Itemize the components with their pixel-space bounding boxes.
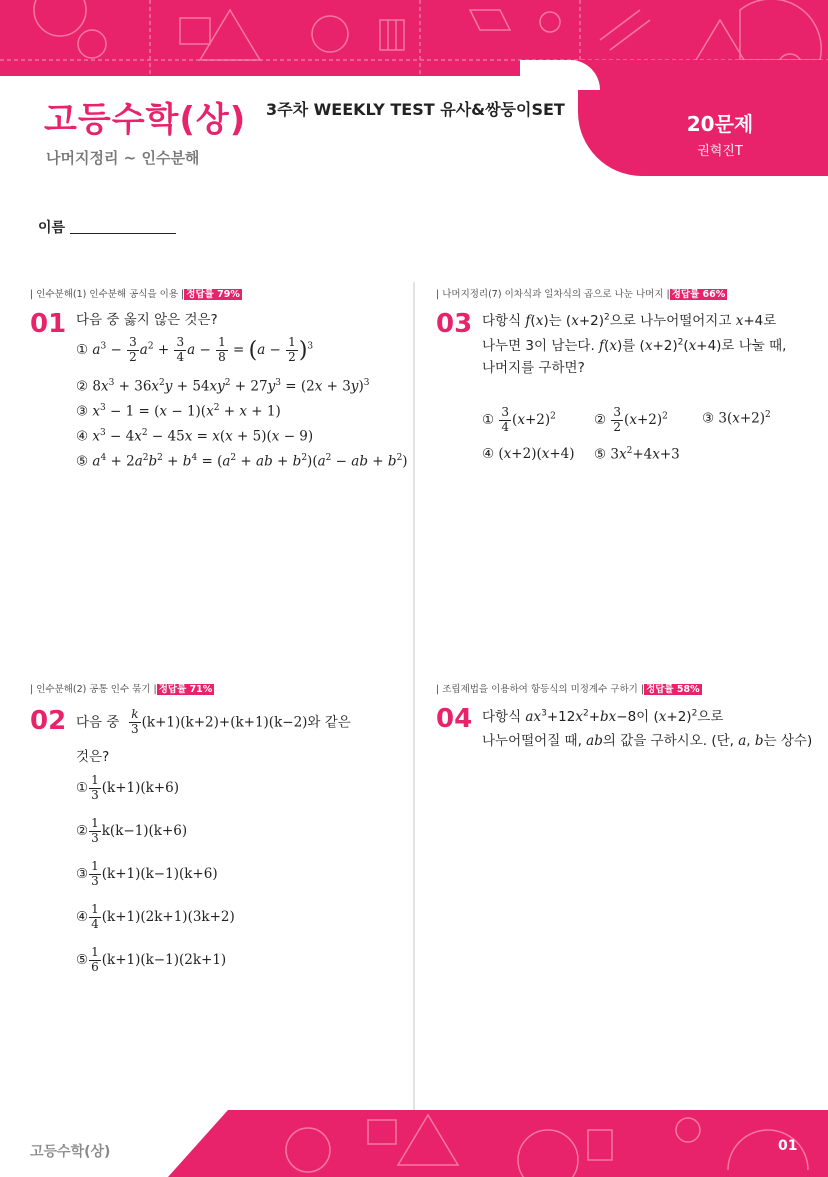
tag-text: | 인수분해(1) 인수분해 공식을 이용 |	[30, 289, 185, 300]
answer-option[interactable]: ① $\frac{3}{4}$ $(x+2)^2$	[482, 405, 556, 434]
question-number: 04	[436, 704, 473, 734]
option-text: k(k−1)(k+6)	[101, 822, 188, 839]
footer-band	[168, 1110, 828, 1177]
question-number: 03	[436, 309, 473, 339]
weekly-test-title: 3주차 WEEKLY TEST 유사&쌍둥이SET	[266, 100, 565, 119]
correct-rate-badge: 정답률 79%	[186, 289, 240, 300]
question-tag	[30, 681, 214, 695]
answer-option[interactable]: ④ $x^3 - 4x^2 - 45x = x(x + 5)(x - 9)$	[76, 428, 314, 445]
footer-title: 고등수학(상)	[30, 1144, 111, 1160]
answer-option[interactable]: ② $\frac{3}{2}$ $(x+2)^2$	[594, 405, 668, 434]
question-count: 20문제	[686, 112, 754, 136]
answer-option[interactable]: ① $a^3$ − $\frac{3}{2}$ $a^2$ + $\frac{3}{4}$ a − $\frac{1}{8}$ = (a − $\frac{1}{2}$ )$^3$	[76, 335, 314, 364]
question-tag	[436, 681, 702, 695]
question-stem-line: 나누면 3이 남는다. f(x)를 $(x+2)^2(x+4)$로 나눌 때,	[482, 337, 787, 354]
question-number: 02	[30, 706, 67, 736]
correct-rate-badge: 정답률 58%	[646, 684, 700, 695]
option-text: (k+1)(k+6)	[101, 779, 179, 796]
option-text: (k+1)(2k+1)(3k+2)	[101, 908, 235, 925]
answer-option[interactable]: ③ $3(x+2)^2$	[702, 410, 771, 427]
main-title: 고등수학(상)	[44, 100, 247, 140]
option-text: (k+1)(k−1)(k+6)	[101, 865, 218, 882]
answer-option[interactable]: ② $\frac{1}{3}$ k(k−1)(k+6)	[76, 816, 188, 845]
math-tools-pattern	[168, 1110, 828, 1177]
question-tag	[436, 286, 727, 300]
tag-text: | 인수분해(2) 공통 인수 묶기 |	[30, 684, 157, 695]
page-number: 01	[778, 1138, 798, 1154]
option-text: (k+1)(k−1)(2k+1)	[101, 951, 227, 968]
column-divider	[413, 282, 415, 1110]
question-stem: 다음 중 옳지 않은 것은?	[76, 312, 218, 328]
name-input-line[interactable]	[70, 233, 176, 234]
answer-option[interactable]: ④ (x+2)(x+4)	[482, 446, 575, 462]
answer-option[interactable]: ④ $\frac{1}{4}$ (k+1)(2k+1)(3k+2)	[76, 902, 235, 931]
question-stem-line: 나머지를 구하면?	[482, 360, 585, 376]
correct-rate-badge: 정답률 66%	[671, 289, 726, 300]
answer-option[interactable]: ③ $\frac{1}{3}$ (k+1)(k−1)(k+6)	[76, 859, 218, 888]
question-tag	[30, 286, 242, 300]
question-stem-line: 다항식 f(x)는 $(x+2)^2$으로 나누어떨어지고 x+4로	[482, 312, 777, 329]
question-stem-line: 것은?	[76, 749, 110, 765]
chapter-subtitle: 나머지정리 ~ 인수분해	[46, 149, 200, 167]
answer-option[interactable]: ③ $x^3 - 1 = (x - 1)(x^2 + x + 1)$	[76, 403, 281, 420]
question-stem-line: 다항식 $ax^3+12x^2+bx-8$이 $(x+2)^2$으로	[482, 708, 724, 725]
tag-text: | 나머지정리(7) 이차식과 일차식의 곱으로 나눈 나머지 |	[436, 289, 670, 300]
answer-option[interactable]: ⑤ $\frac{1}{6}$ (k+1)(k−1)(2k+1)	[76, 945, 227, 974]
answer-option[interactable]: ⑤ $a^4 + 2a^2b^2 + b^4 = (a^2$ + ab + $b^2)(a^2$ − ab + $b^2$)	[76, 453, 408, 470]
name-label: 이름	[38, 220, 66, 236]
answer-option[interactable]: ② $8x^3 + 36x^2y + 54xy^2 + 27y^3 = (2x + 3y)^3$	[76, 378, 370, 395]
question-stem-line: 다음 중 $\frac{k}{3}$ (k+1)(k+2)+(k+1)(k−2)와 같은	[76, 707, 351, 736]
stem-text: (k+1)(k+2)+(k+1)(k−2)와 같은	[141, 714, 351, 731]
question-number: 01	[30, 309, 67, 339]
tag-text: | 조립제법을 이용하여 항등식의 미정계수 구하기 |	[436, 684, 645, 695]
answer-option[interactable]: ① $\frac{1}{3}$ (k+1)(k+6)	[76, 773, 179, 802]
correct-rate-badge: 정답률 71%	[158, 684, 213, 695]
stem-text: 다음 중	[76, 714, 120, 731]
question-stem-line: 나누어떨어질 때, ab의 값을 구하시오. (단, a, b는 상수)	[482, 733, 813, 749]
teacher-name: 권혁진T	[697, 144, 743, 159]
answer-option[interactable]: ⑤ $3x^2+4x+3$	[594, 446, 680, 463]
